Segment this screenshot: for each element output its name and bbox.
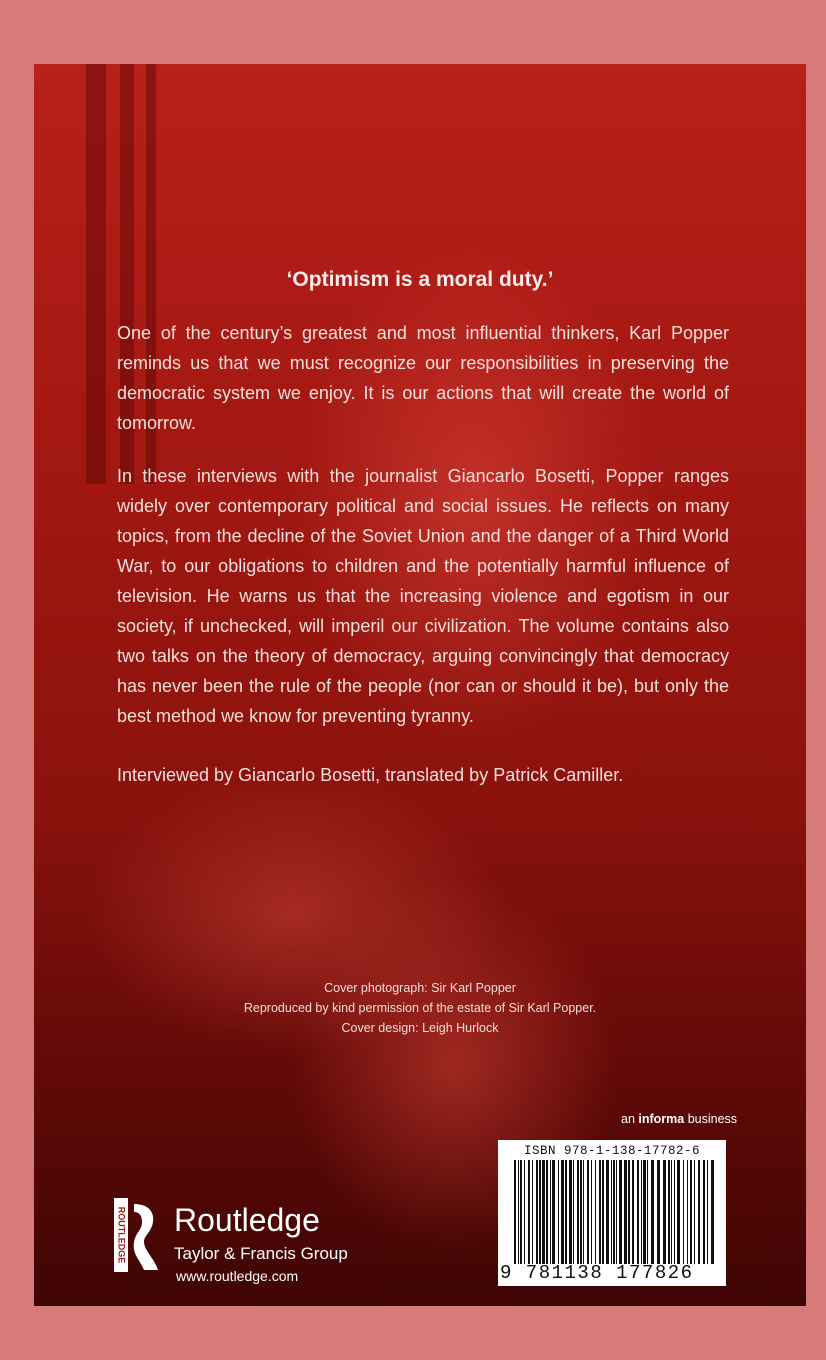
barcode-bars [514, 1160, 714, 1264]
barcode-bar [683, 1160, 684, 1264]
contributors-line: Interviewed by Giancarlo Bosetti, translated by Patrick Camiller. [117, 765, 624, 785]
barcode-bar [624, 1160, 627, 1264]
barcode-bar [524, 1160, 525, 1264]
barcode-bar [514, 1160, 516, 1264]
barcode-bar [711, 1160, 714, 1264]
barcode-bar [694, 1160, 695, 1264]
barcode-bar [561, 1160, 564, 1264]
barcode-bar [677, 1160, 680, 1264]
permission-credit: Reproduced by kind permission of the estate of Sir Karl Popper. [243, 1001, 597, 1015]
barcode-bar [671, 1160, 672, 1264]
informa-tagline [621, 1112, 737, 1126]
publisher-group: Taylor & Francis Group [174, 1244, 348, 1263]
barcode-bar [637, 1160, 639, 1264]
barcode-bar [674, 1160, 675, 1264]
barcode-bar [528, 1160, 530, 1264]
barcode-bar [643, 1160, 646, 1264]
barcode-bar [703, 1160, 705, 1264]
blurb-paragraph-1: One of the century’s greatest and most influential thinkers, Karl Popper reminds us that we must recognize our responsibilities in preserving the democratic system we enjoy. It is our actions that will create the world of tomorrow. [117, 323, 729, 433]
barcode-bar [546, 1160, 548, 1264]
barcode-bar [558, 1160, 559, 1264]
design-credit: Cover design: Leigh Hurlock [341, 1021, 499, 1035]
back-cover [34, 64, 806, 1306]
routledge-logo-icon [114, 1198, 160, 1272]
cover-quote: ‘Optimism is a moral duty.’ [286, 268, 554, 291]
barcode-bar [619, 1160, 622, 1264]
barcode-bar [707, 1160, 708, 1264]
barcode-bar [552, 1160, 555, 1264]
barcode-bar [611, 1160, 612, 1264]
barcode-bar [550, 1160, 551, 1264]
barcode-bar [520, 1160, 522, 1264]
informa-prefix: an [621, 1112, 639, 1126]
barcode-bar [532, 1160, 533, 1264]
logo-vertical-text: ROUTLEDGE [116, 1206, 127, 1264]
isbn-digits: 9 781138 177826 [500, 1262, 694, 1284]
barcode-bar [657, 1160, 660, 1264]
barcode-bar [668, 1160, 670, 1264]
barcode-bar [591, 1160, 592, 1264]
publisher-name: Routledge [174, 1202, 320, 1238]
barcode-bar [616, 1160, 617, 1264]
publisher-url[interactable]: www.routledge.com [176, 1268, 299, 1284]
barcode-bar [577, 1160, 579, 1264]
barcode-bar [539, 1160, 541, 1264]
barcode-bar [580, 1160, 582, 1264]
barcode-bar [583, 1160, 584, 1264]
barcode-bar [651, 1160, 654, 1264]
barcode-bar [687, 1160, 688, 1264]
barcode-bar [595, 1160, 596, 1264]
barcode-bar [641, 1160, 642, 1264]
barcode-bar [632, 1160, 634, 1264]
barcode-bar [628, 1160, 630, 1264]
barcode-bar [647, 1160, 648, 1264]
isbn-barcode [498, 1140, 726, 1286]
barcode-bar [536, 1160, 538, 1264]
barcode-bar [602, 1160, 604, 1264]
informa-brand: informa [638, 1112, 685, 1126]
barcode-bar [690, 1160, 692, 1264]
barcode-bar [587, 1160, 589, 1264]
barcode-bar [613, 1160, 615, 1264]
photo-credit: Cover photograph: Sir Karl Popper [324, 981, 516, 995]
barcode-bar [599, 1160, 601, 1264]
cover-credits [34, 978, 806, 1038]
barcode-bar [698, 1160, 700, 1264]
isbn-label: ISBN 978-1-138-17782-6 [523, 1144, 701, 1158]
barcode-bar [518, 1160, 519, 1264]
barcode-bar [569, 1160, 572, 1264]
blurb-paragraph-2: In these interviews with the journalist Giancarlo Bosetti, Popper ranges widely over contemporary political and social issues. He reflects on many topics, from the decline of the Soviet Union and the danger of a Third World War, to our obligations to children and the potentially harmful influence of television. He warns us that the increasing violence and egotism in our society, if unchecked, will imperil our civilization. The volume contains also two talks on the theory of democracy, arguing convincingly that democracy has never been the rule of the people (nor can or should it be), but only the best method we know for preventing tyranny. [117, 466, 729, 726]
barcode-bar [573, 1160, 574, 1264]
barcode-bar [565, 1160, 567, 1264]
barcode-bar [606, 1160, 609, 1264]
barcode-bar [663, 1160, 666, 1264]
informa-suffix: business [684, 1112, 738, 1126]
barcode-bar [542, 1160, 545, 1264]
